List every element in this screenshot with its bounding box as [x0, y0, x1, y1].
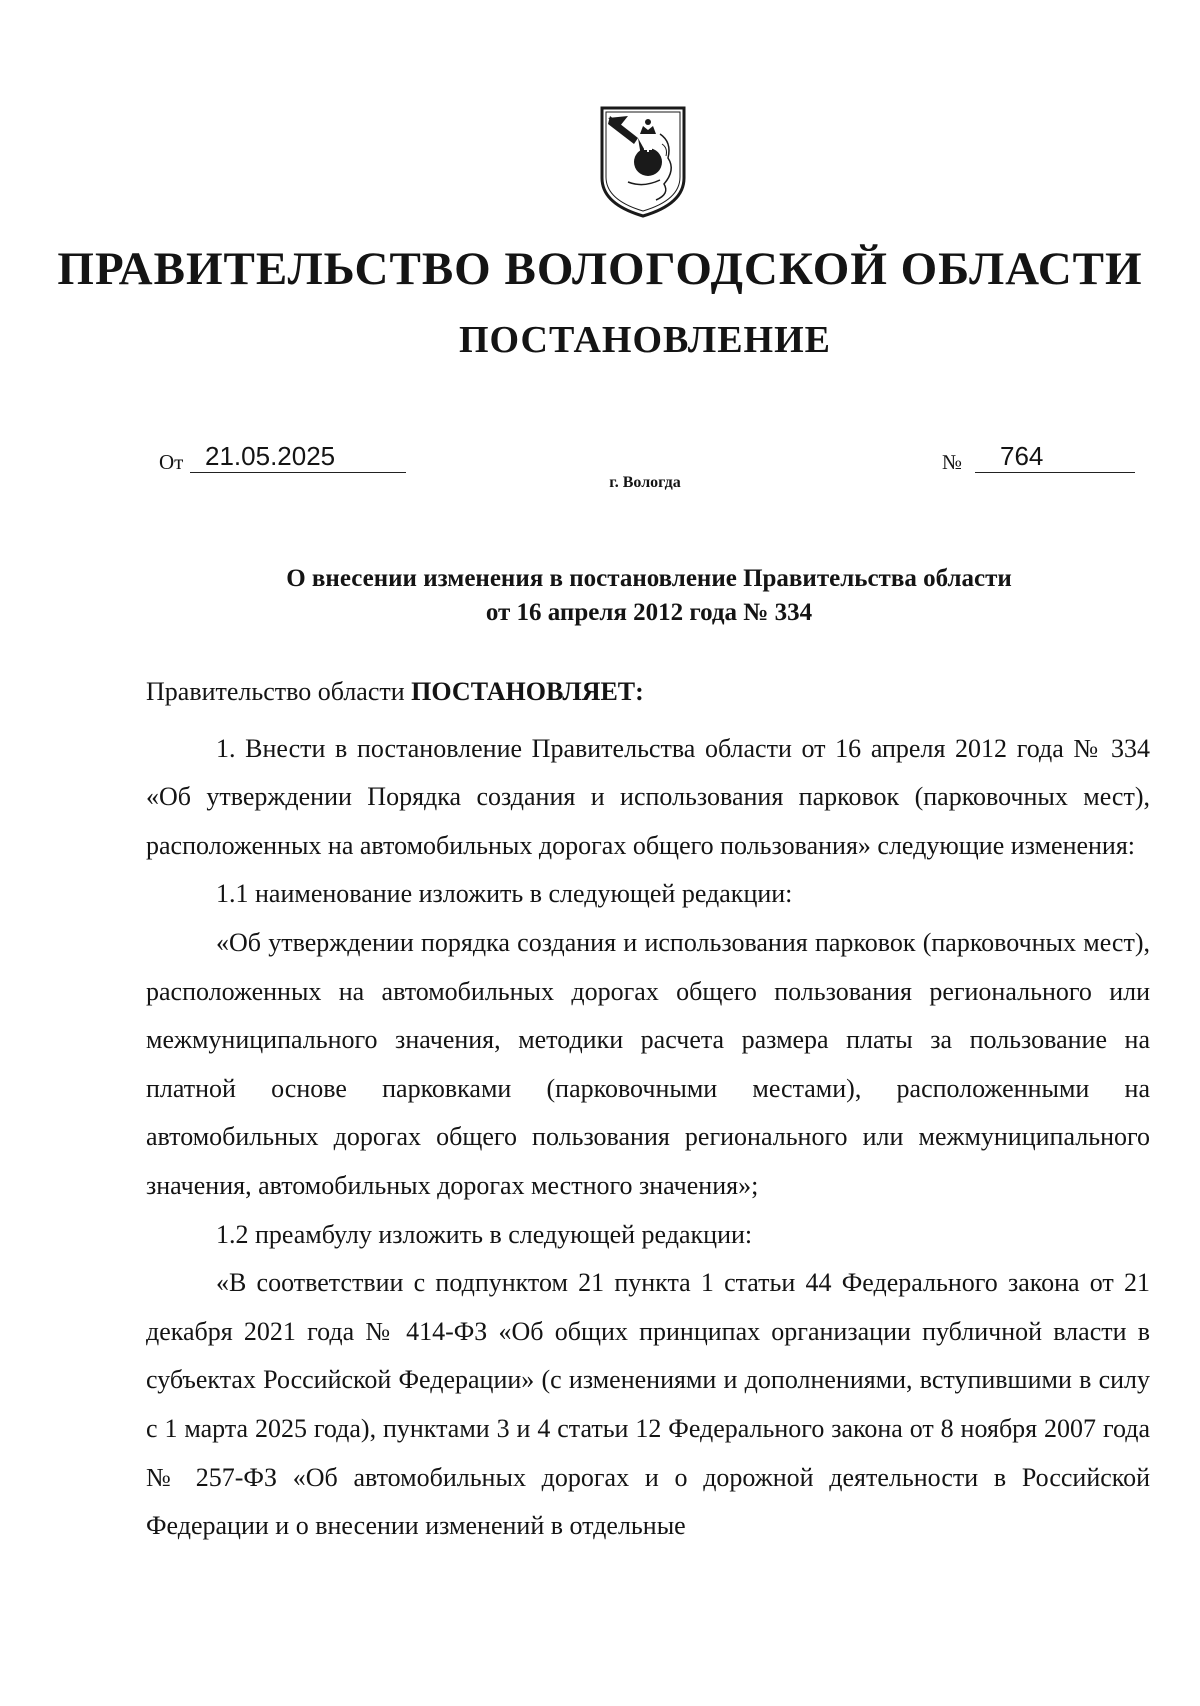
document-number: 764: [1000, 441, 1044, 471]
paragraph-1-2: 1.2 преамбулу изложить в следующей редакции:: [216, 1219, 753, 1249]
number-underline: [975, 472, 1135, 473]
coat-of-arms-icon: [598, 104, 688, 220]
organization-title: ПРАВИТЕЛЬСТВО ВОЛОГОДСКОЙ ОБЛАСТИ: [57, 243, 1143, 295]
date-label: От: [159, 450, 184, 474]
document-title: [150, 562, 1148, 630]
document-title-line-2: от 16 апреля 2012 года № 334: [485, 599, 813, 626]
document-type: ПОСТАНОВЛЕНИЕ: [458, 319, 832, 361]
document-body: [146, 668, 1150, 1551]
paragraph-1: 1. Внести в постановление Правительства области от 16 апреля 2012 года № 334 «Об утверждении Порядка создания и использования парковок (парковочных мест), расположенных на автомобильных дорогах общего пользования» следующие изменения:: [146, 733, 1150, 860]
paragraph-1-1: 1.1 наименование изложить в следующей редакции:: [216, 879, 793, 909]
lead-emphasis: ПОСТАНОВЛЯЕТ:: [411, 677, 644, 706]
resolution-lead: [146, 668, 1150, 717]
document-date: 21.05.2025: [205, 441, 336, 471]
document-title-line-1: О внесении изменения в постановление Правительства области: [286, 565, 1012, 592]
number-label: №: [942, 450, 963, 474]
lead-prefix: Правительство области: [146, 677, 405, 706]
paragraph-1-2-text: «В соответствии с подпунктом 21 пункта 1 статьи 44 Федерального закона от 21 декабря 2021 года № 414-ФЗ «Об общих принципах организации публичной власти в субъектах Российской Федерации» (с изменениями и дополнениями, вступившими в силу с 1 марта 2025 года), пунктами 3 и 4 статьи 12 Федерального закона от 8 ноября 2007 года № 257-ФЗ «Об автомобильных дорогах и о дорожной деятельности в Российской Федерации и о внесении изменений в отдельные: [146, 1268, 1150, 1541]
paragraph-1-1-text: «Об утверждении порядка создания и использования парковок (парковочных мест), расположенных на автомобильных дорогах общего пользования регионального или межмуниципального значения, методики расчета размера платы за пользование на платной основе парковками (парковочными местами), расположенными на автомобильных дорогах общего пользования регионального или межмуниципального значения, автомобильных дорогах местного значения»;: [146, 927, 1150, 1200]
date-underline: [190, 472, 406, 473]
city-label: г. Вологда: [609, 474, 681, 491]
